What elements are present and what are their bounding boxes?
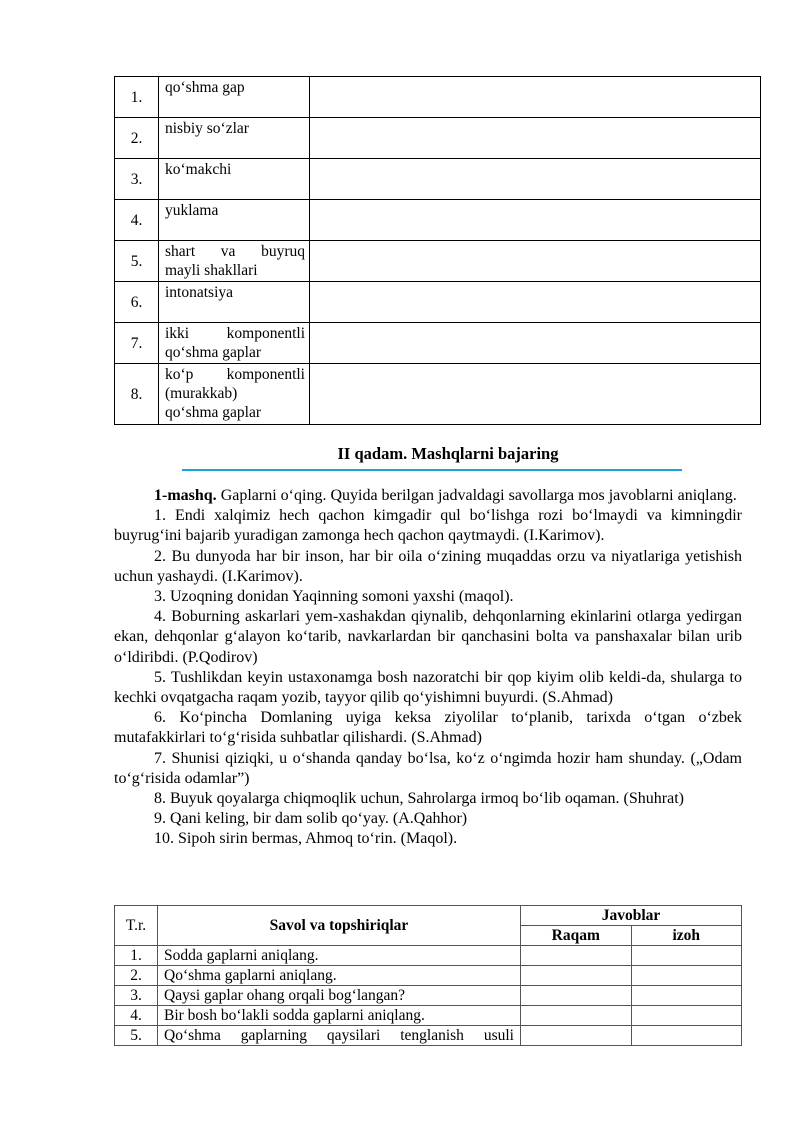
- term-cell: yuklama: [159, 200, 310, 241]
- term-cell: intonatsiya: [159, 282, 310, 323]
- answer-note-cell[interactable]: [631, 986, 742, 1006]
- exercise-block: [114, 486, 742, 850]
- table-row: [115, 118, 761, 159]
- row-number: 5.: [115, 1026, 158, 1046]
- table-row: [115, 77, 761, 118]
- table-row: [115, 200, 761, 241]
- row-number: 4.: [115, 1006, 158, 1026]
- answer-cell[interactable]: [310, 241, 761, 282]
- heading-underline: [182, 469, 682, 471]
- row-number: 2.: [115, 966, 158, 986]
- row-number: 8.: [115, 364, 159, 425]
- answer-cell[interactable]: [310, 118, 761, 159]
- term-cell: ko‘p komponentli (murakkab) qo‘shma gaplar: [159, 364, 310, 425]
- question-text: Qo‘shma gaplarning qaysilari tenglanish usuli: [158, 1026, 521, 1046]
- term-cell: shart va buyruq mayli shakllari: [159, 241, 310, 282]
- answer-note-cell[interactable]: [631, 1006, 742, 1026]
- row-number: 7.: [115, 323, 159, 364]
- exercise-intro: [114, 486, 742, 506]
- answer-note-cell[interactable]: [631, 946, 742, 966]
- answer-number-cell[interactable]: [521, 946, 632, 966]
- sentence: 10. Sipoh sirin bermas, Ahmoq to‘rin. (Maqol).: [154, 830, 458, 848]
- question-text: Sodda gaplarni aniqlang.: [158, 946, 521, 966]
- sentence: 3. Uzoqning donidan Yaqinning somoni yaxshi (maqol).: [154, 588, 514, 606]
- row-number: 3.: [115, 986, 158, 1006]
- terms-table: [114, 76, 761, 425]
- answer-cell[interactable]: [310, 77, 761, 118]
- sentence: 2. Bu dunyoda har bir inson, har bir oila o‘zining muqaddas orzu va niyatlariga yetishish uchun yashaydi. (I.Karimov).: [114, 547, 742, 585]
- answer-cell[interactable]: [310, 159, 761, 200]
- row-number: 4.: [115, 200, 159, 241]
- sentence: 8. Buyuk qoyalarga chiqmoqlik uchun, Sahrolarga irmoq bo‘lib oqaman. (Shuhrat): [154, 790, 684, 808]
- answer-cell[interactable]: [310, 282, 761, 323]
- answer-cell[interactable]: [310, 364, 761, 425]
- table-row: [115, 966, 742, 986]
- questions-table: [114, 905, 742, 1046]
- table-row: [115, 241, 761, 282]
- exercise-instruction: Gaplarni o‘qing. Quyida berilgan jadvaldagi savollarga mos javoblarni aniqlang.: [220, 487, 737, 504]
- sentence: 7. Shunisi qiziqki, u o‘shanda qanday bo‘lsa, ko‘z o‘ngimda hozir ham shunday. („Odam to‘g‘risida odamlar”): [114, 749, 742, 787]
- question-text: Bir bosh bo‘lakli sodda gaplarni aniqlang.: [158, 1006, 521, 1026]
- term-cell: nisbiy so‘zlar: [159, 118, 310, 159]
- term-cell: qo‘shma gap: [159, 77, 310, 118]
- sentence: 9. Qani keling, bir dam solib qo‘yay. (A.Qahhor): [154, 810, 468, 828]
- sentence: 4. Boburning askarlari yem-xashakdan qiynalib, dehqonlarning ekinlarini otlarga yedirgan ekan, dehqonlar g‘alayon ko‘tarib, navkarlardan bir qanchasini bolta va panshaxalar bilan urib o‘ldiribdi. (P.Qodirov): [114, 608, 742, 666]
- header-question: Savol va topshiriqlar: [158, 906, 521, 946]
- row-number: 3.: [115, 159, 159, 200]
- row-number: 5.: [115, 241, 159, 282]
- question-text: Qaysi gaplar ohang orqali bog‘langan?: [158, 986, 521, 1006]
- table-row: [115, 986, 742, 1006]
- answer-note-cell[interactable]: [631, 966, 742, 986]
- row-number: 1.: [115, 77, 159, 118]
- row-number: 1.: [115, 946, 158, 966]
- table-row: [115, 323, 761, 364]
- table-row: [115, 159, 761, 200]
- table-header-row: [115, 906, 742, 926]
- row-number: 2.: [115, 118, 159, 159]
- answer-number-cell[interactable]: [521, 1026, 632, 1046]
- answer-number-cell[interactable]: [521, 986, 632, 1006]
- sentence: 1. Endi xalqimiz hech qachon kimgadir qul bo‘lishga rozi bo‘lmaydi va kimningdir buyrug‘ini bajarib yuradigan zamonga hech qachon qaytmaydi. (I.Karimov).: [114, 507, 742, 545]
- sentence: 5. Tushlikdan keyin ustaxonamga bosh nazoratchi bir qop kiyim olib keldi-da, shularga to kechki ovqatgacha raqam yozib, tayyor qilib qo‘yishimni buyurdi. (S.Ahmad): [114, 668, 742, 707]
- answer-number-cell[interactable]: [521, 966, 632, 986]
- table-row: [115, 1006, 742, 1026]
- term-cell: ko‘makchi: [159, 159, 310, 200]
- exercise-label: 1-mashq.: [154, 487, 217, 504]
- term-cell: ikki komponentli qo‘shma gaplar: [159, 323, 310, 364]
- sentence: 6. Ko‘pincha Domlaning uyiga keksa ziyolilar to‘planib, tarixda o‘tgan o‘zbek mutafakkirlari to‘g‘risida suhbatlar qilishardi. (S.Ahmad): [114, 709, 742, 747]
- header-note: izoh: [631, 926, 742, 946]
- answer-cell[interactable]: [310, 200, 761, 241]
- table-row: [115, 282, 761, 323]
- row-number: 6.: [115, 282, 159, 323]
- question-text: Qo‘shma gaplarni aniqlang.: [158, 966, 521, 986]
- answer-cell[interactable]: [310, 323, 761, 364]
- answer-note-cell[interactable]: [631, 1026, 742, 1046]
- header-tr: T.r.: [115, 906, 158, 946]
- answer-number-cell[interactable]: [521, 1006, 632, 1026]
- table-row: [115, 364, 761, 425]
- table-row: [115, 946, 742, 966]
- section-heading: II qadam. Mashqlarni bajaring: [337, 444, 559, 463]
- header-number: Raqam: [521, 926, 632, 946]
- table-row: [115, 1026, 742, 1046]
- header-answers: Javoblar: [521, 906, 742, 926]
